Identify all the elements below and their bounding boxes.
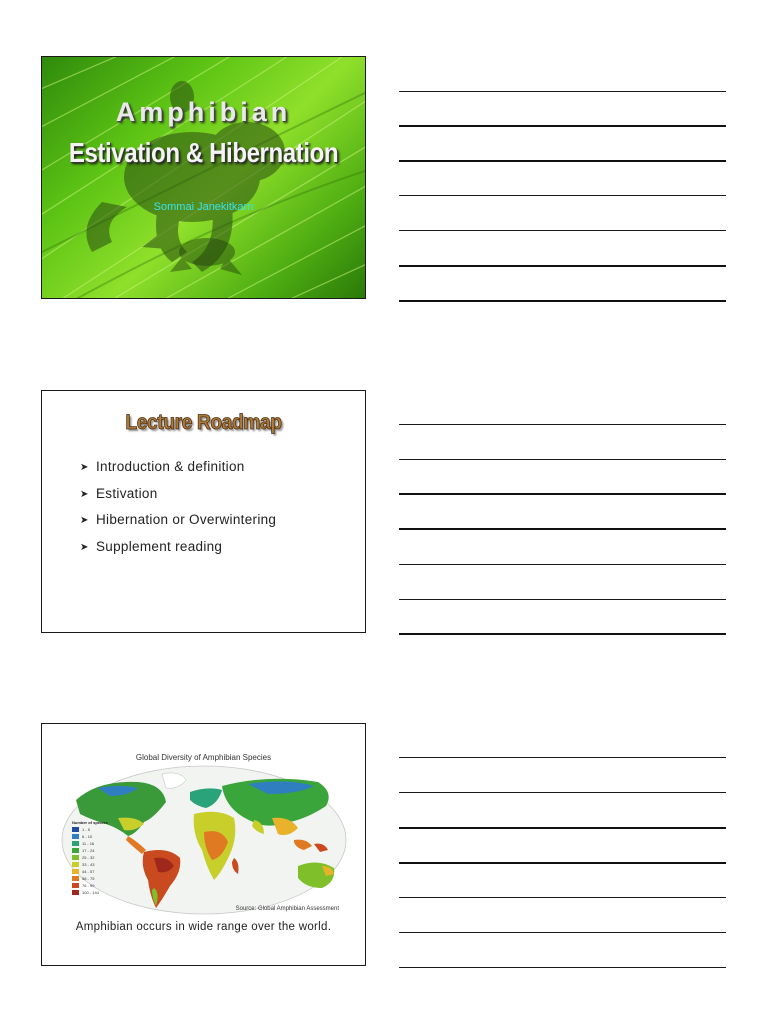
world-map [58, 762, 350, 916]
slide-title: Amphibian [115, 97, 292, 127]
legend-swatch [72, 876, 79, 881]
note-line [399, 528, 726, 530]
legend-label: 44 - 57 [82, 869, 95, 874]
bullet-item [80, 459, 276, 486]
note-line [399, 932, 726, 933]
bullet-text: Estivation [96, 485, 158, 501]
legend-label: 100 - 144 [82, 890, 99, 895]
legend-swatch [72, 869, 79, 874]
legend-item [72, 889, 99, 896]
slide-subtitle: Estivation & Hibernation [68, 137, 339, 168]
legend-swatch [72, 862, 79, 867]
legend-item [72, 882, 99, 889]
legend-label: 6 - 10 [82, 834, 93, 839]
legend-item [72, 833, 99, 840]
legend-label: 58 - 75 [82, 876, 95, 881]
note-line [399, 125, 726, 127]
note-line [399, 633, 726, 635]
slide-title: Lecture Roadmap [125, 411, 282, 434]
legend-item [72, 868, 99, 875]
slide-caption: Amphibian occurs in wide range over the world. [75, 921, 332, 933]
legend-item [72, 875, 99, 882]
note-line [399, 827, 726, 829]
legend-swatch [72, 841, 79, 846]
note-line [399, 459, 726, 460]
frog-silhouette [42, 57, 366, 299]
legend-label: 76 - 99 [82, 883, 95, 888]
note-line [399, 897, 726, 898]
bullet-text: Hibernation or Overwintering [96, 512, 277, 527]
legend-label: 25 - 32 [82, 855, 95, 860]
note-line [399, 792, 726, 793]
arrow-bullet-icon: ➤ [80, 515, 89, 526]
legend-label: 17 - 24 [82, 848, 95, 853]
note-line [399, 160, 726, 162]
note-line [399, 493, 726, 495]
arrow-bullet-icon: ➤ [80, 462, 89, 473]
bullet-text: Supplement reading [96, 538, 223, 554]
legend-label: 1 - 5 [82, 827, 91, 832]
author-name: Sommai Janekitkarn [153, 201, 254, 213]
legend-swatch [72, 827, 79, 832]
note-line [399, 599, 726, 600]
legend-item [72, 826, 99, 833]
map-legend [72, 826, 99, 896]
note-line [399, 424, 726, 425]
bullet-item [80, 539, 276, 566]
title-slide [41, 56, 366, 299]
legend-swatch [72, 834, 79, 839]
arrow-bullet-icon: ➤ [80, 488, 89, 500]
note-line [399, 967, 726, 968]
arrow-bullet-icon: ➤ [80, 541, 89, 553]
note-line [399, 195, 726, 196]
legend-swatch [72, 883, 79, 888]
note-line [399, 91, 726, 92]
map-slide [41, 723, 366, 966]
bullet-list [80, 459, 276, 565]
legend-item [72, 854, 99, 861]
bullet-item [80, 512, 276, 539]
roadmap-slide [41, 390, 366, 633]
note-line [399, 862, 726, 864]
legend-swatch [72, 855, 79, 860]
note-line [399, 300, 726, 302]
note-line [399, 564, 726, 565]
map-source: Source: Global Amphibian Assessment [235, 906, 339, 912]
legend-item [72, 840, 99, 847]
bullet-item [80, 486, 276, 513]
legend-swatch [72, 890, 79, 895]
note-line [399, 230, 726, 231]
legend-title: Number of species [72, 820, 108, 825]
legend-label: 11 - 16 [82, 841, 95, 846]
legend-item [72, 847, 99, 854]
note-line [399, 757, 726, 758]
legend-item [72, 861, 99, 868]
legend-label: 33 - 43 [82, 862, 95, 867]
bullet-text: Introduction & definition [96, 459, 245, 474]
map-title: Global Diversity of Amphibian Species [135, 753, 272, 762]
legend-swatch [72, 848, 79, 853]
note-line [399, 265, 726, 267]
